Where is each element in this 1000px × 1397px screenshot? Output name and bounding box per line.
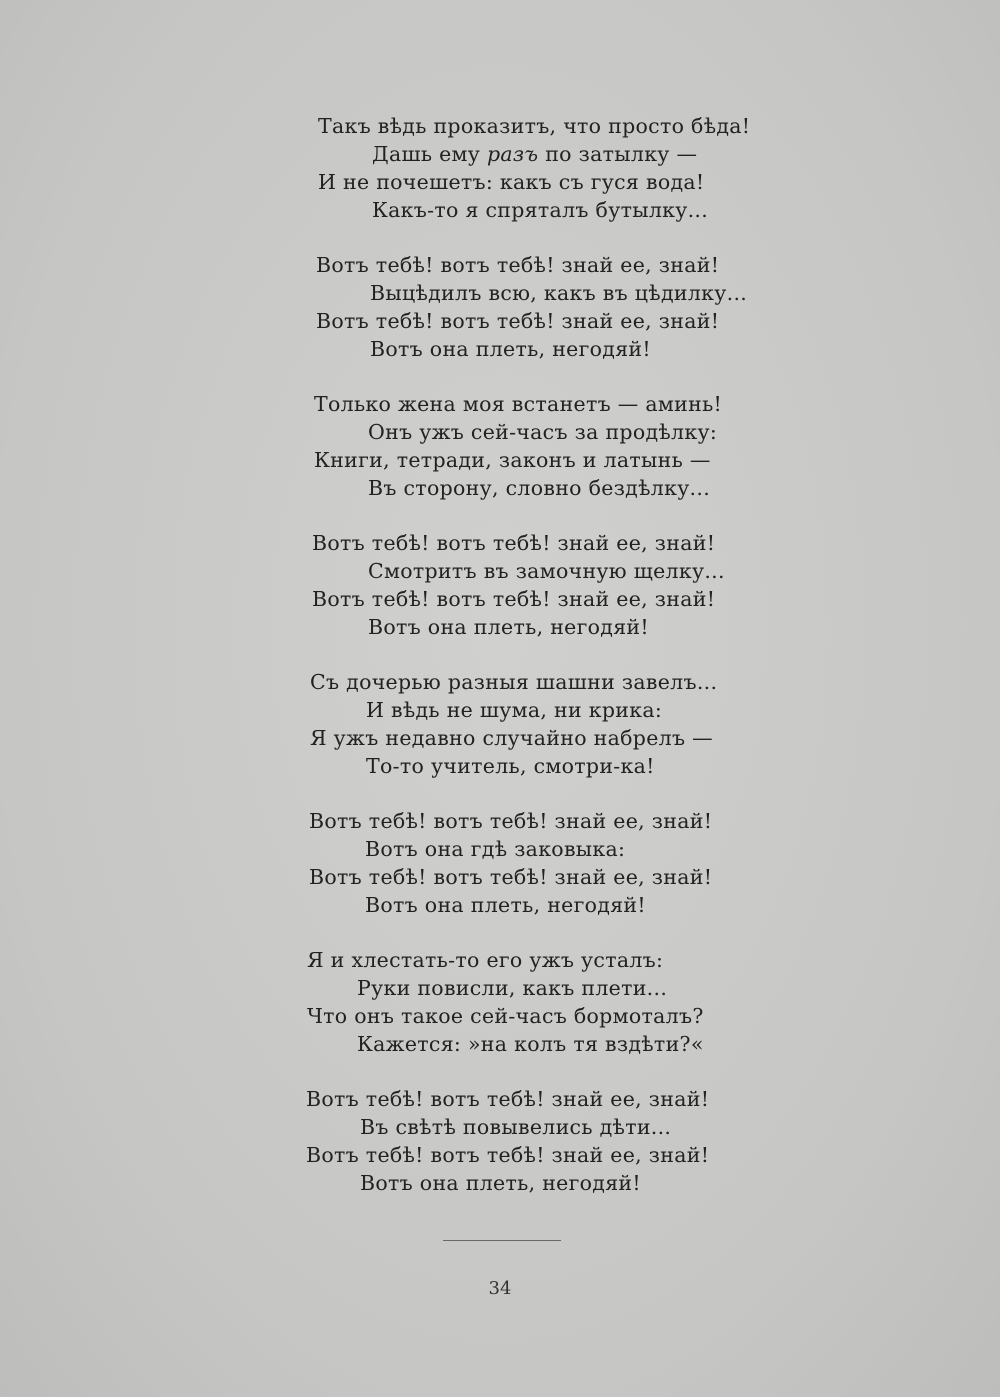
- verse-line-indented: Дашь ему разъ по затылку —: [372, 142, 698, 166]
- stanza: [0, 946, 1000, 1058]
- verse-line-indented: Онъ ужъ сей-часъ за продѣлку:: [368, 420, 718, 444]
- verse-line: Что онъ такое сей-часъ бормоталъ?: [307, 1004, 704, 1028]
- stanza: [0, 529, 1000, 641]
- verse-line: Вотъ тебѣ! вотъ тебѣ! знай ее, знай!: [306, 1143, 710, 1167]
- verse-line-indented: То-то учитель, смотри-ка!: [366, 754, 655, 778]
- verse-line-indented: Руки повисли, какъ плети...: [357, 976, 668, 1000]
- verse-line: Только жена моя встанетъ — аминь!: [314, 392, 723, 416]
- verse-line-indented: Вотъ она плеть, негодяй!: [365, 893, 646, 917]
- verse-line: Вотъ тебѣ! вотъ тебѣ! знай ее, знай!: [309, 809, 713, 833]
- verse-line: Вотъ тебѣ! вотъ тебѣ! знай ее, знай!: [312, 531, 716, 555]
- verse-line-indented: Кажется: »на колъ тя вздѣти?«: [357, 1032, 704, 1056]
- italic-word: разъ: [486, 142, 539, 166]
- verse-line-indented: Какъ-то я спряталъ бутылку...: [372, 198, 709, 222]
- end-rule: [443, 1240, 561, 1241]
- verse-line: Книги, тетради, законъ и латынь —: [314, 448, 711, 472]
- verse-line: Съ дочерью разныя шашни завелъ...: [310, 670, 718, 694]
- verse-line-indented: Вотъ она гдѣ заковыка:: [365, 837, 626, 861]
- verse-line-indented: Вотъ она плеть, негодяй!: [360, 1171, 641, 1195]
- verse-line-indented: Выцѣдилъ всю, какъ въ цѣдилку...: [370, 281, 748, 305]
- verse-line: Я и хлестать-то его ужъ усталъ:: [307, 948, 664, 972]
- verse-line-indented: Вотъ она плеть, негодяй!: [368, 615, 649, 639]
- verse-line: Вотъ тебѣ! вотъ тебѣ! знай ее, знай!: [316, 253, 720, 277]
- page-number: 34: [488, 1278, 512, 1299]
- stanza: [0, 1085, 1000, 1197]
- verse-line-indented: Смотритъ въ замочную щелку...: [368, 559, 725, 583]
- verse-line-indented: Вотъ она плеть, негодяй!: [370, 337, 651, 361]
- verse-line-indented: И вѣдь не шума, ни крика:: [366, 698, 663, 722]
- verse-line: Вотъ тебѣ! вотъ тебѣ! знай ее, знай!: [312, 587, 716, 611]
- stanza: [0, 251, 1000, 363]
- poem: [0, 112, 1000, 1224]
- verse-line: Вотъ тебѣ! вотъ тебѣ! знай ее, знай!: [306, 1087, 710, 1111]
- stanza: [0, 390, 1000, 502]
- verse-line-indented: Въ свѣтѣ повывелись дѣти...: [360, 1115, 672, 1139]
- stanza: [0, 112, 1000, 224]
- verse-line: Вотъ тебѣ! вотъ тебѣ! знай ее, знай!: [309, 865, 713, 889]
- verse-line-indented: Въ сторону, словно бездѣлку...: [368, 476, 711, 500]
- verse-line: Такъ вѣдь проказитъ, что просто бѣда!: [318, 114, 751, 138]
- verse-line: Вотъ тебѣ! вотъ тебѣ! знай ее, знай!: [316, 309, 720, 333]
- stanza: [0, 668, 1000, 780]
- stanza: [0, 807, 1000, 919]
- verse-line: Я ужъ недавно случайно набрелъ —: [310, 726, 713, 750]
- verse-line: И не почешетъ: какъ съ гуся вода!: [318, 170, 705, 194]
